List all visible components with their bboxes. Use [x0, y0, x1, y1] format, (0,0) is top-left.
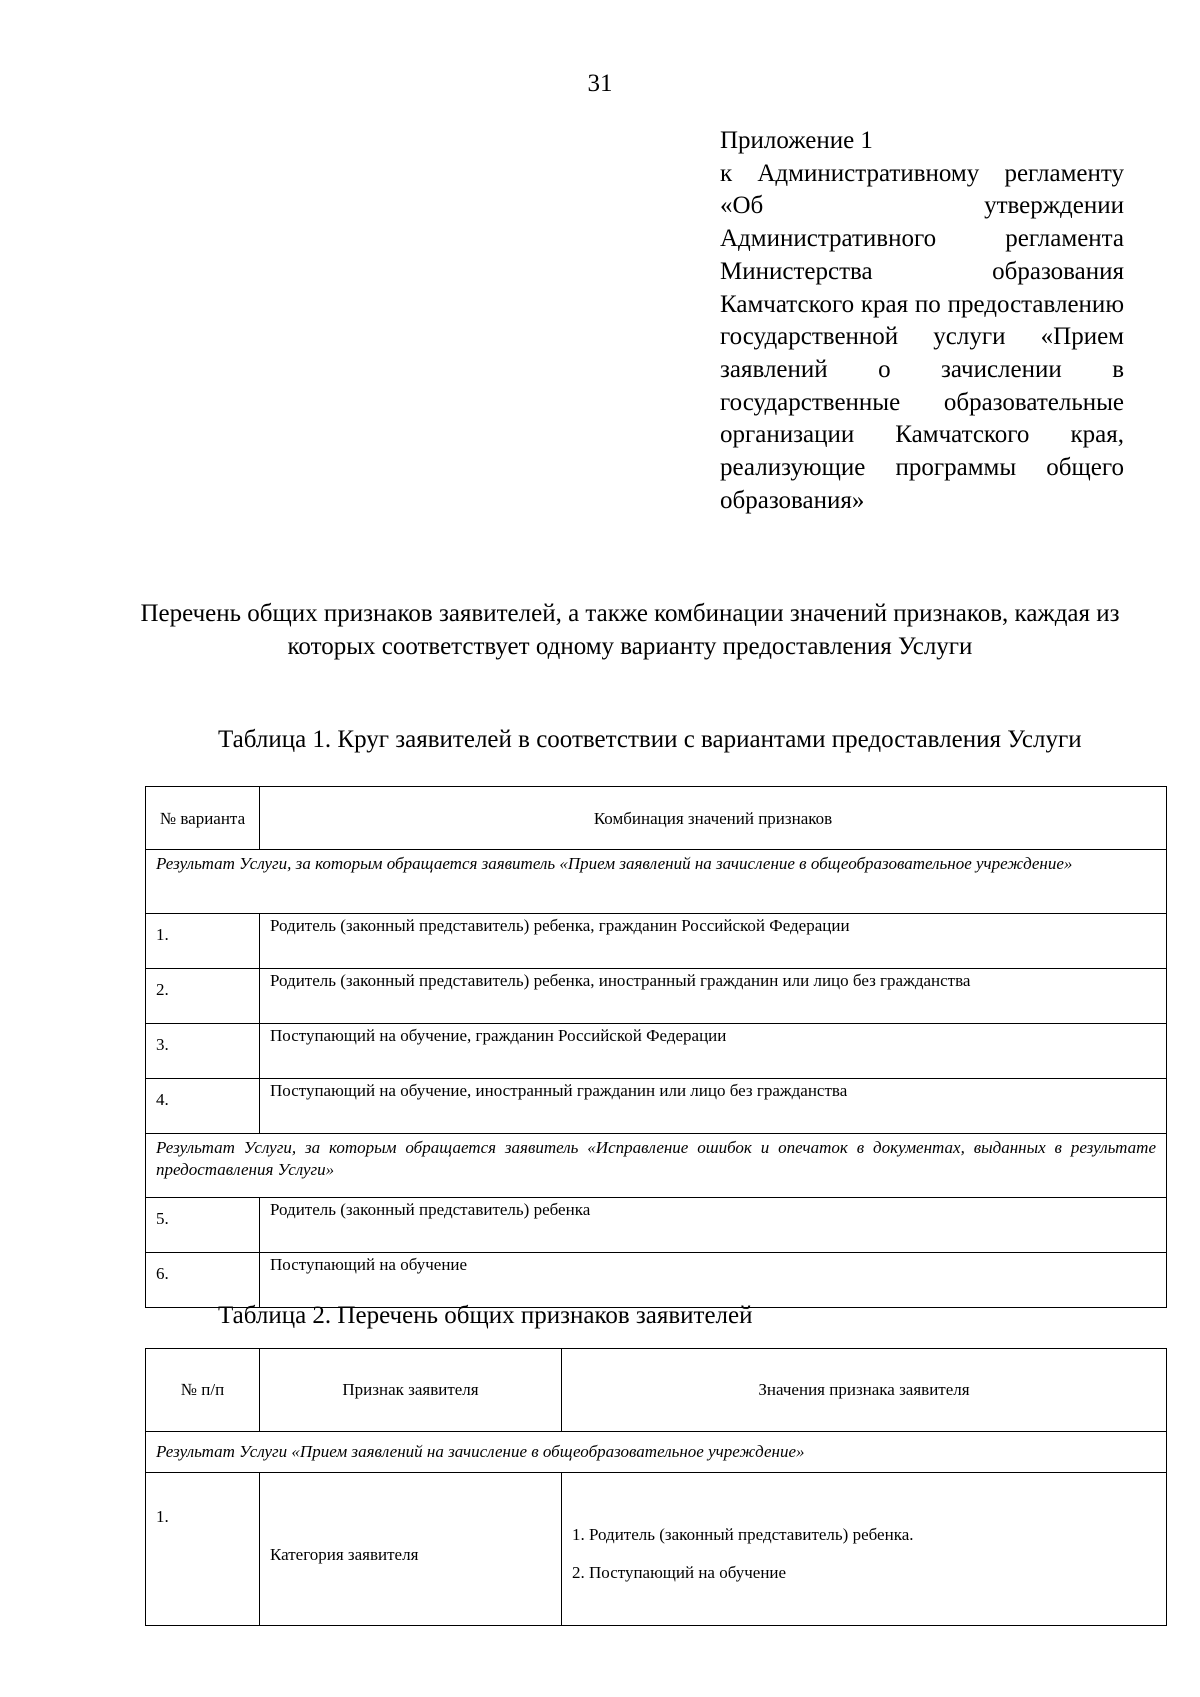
- table-row: [146, 1079, 1167, 1134]
- applicant-signs-table: [145, 1348, 1167, 1626]
- table-row: [146, 969, 1167, 1024]
- table-header-row: [146, 1349, 1167, 1432]
- table2-caption: Таблица 2. Перечень общих признаков заявителей: [218, 1302, 753, 1329]
- variant-value: Родитель (законный представитель) ребенка, иностранный гражданин или лицо без гражданства: [260, 969, 1167, 1024]
- sign-value: 2. Поступающий на обучение: [572, 1563, 787, 1582]
- header-item-number: № п/п: [146, 1349, 260, 1432]
- variant-number: 6.: [146, 1253, 260, 1308]
- variant-value: Поступающий на обучение, гражданин Российской Федерации: [260, 1024, 1167, 1079]
- page-number: 31: [587, 70, 613, 97]
- table-section-row: [146, 1432, 1167, 1473]
- applicant-variants-table: [145, 786, 1167, 1308]
- table-row: [146, 1024, 1167, 1079]
- appendix-label: Приложение 1: [720, 127, 873, 154]
- table-section-row: [146, 850, 1167, 914]
- section-title: Результат Услуги, за которым обращается заявитель «Прием заявлений на зачисление в общеобразовательное учреждение»: [146, 850, 1167, 914]
- variant-number: 2.: [146, 969, 260, 1024]
- header-sign: Признак заявителя: [260, 1349, 562, 1432]
- document-title: Перечень общих признаков заявителей, а также комбинации значений признаков, каждая из которых соответствует одному варианту предоставления Услуги: [140, 600, 1120, 660]
- item-number: 1.: [146, 1473, 260, 1626]
- header-combination: Комбинация значений признаков: [260, 787, 1167, 850]
- sign-value: 1. Родитель (законный представитель) ребенка.: [572, 1525, 914, 1544]
- header-variant-number: № варианта: [146, 787, 260, 850]
- section-title: Результат Услуги «Прием заявлений на зачисление в общеобразовательное учреждение»: [146, 1432, 1167, 1473]
- table-section-row: [146, 1134, 1167, 1198]
- header-sign-values: Значения признака заявителя: [562, 1349, 1167, 1432]
- table-row: [146, 1198, 1167, 1253]
- table-header-row: [146, 787, 1167, 850]
- appendix-block: [720, 125, 1124, 517]
- variant-value: Поступающий на обучение, иностранный гражданин или лицо без гражданства: [260, 1079, 1167, 1134]
- table-row: [146, 1473, 1167, 1626]
- table-row: [146, 914, 1167, 969]
- variant-number: 4.: [146, 1079, 260, 1134]
- variant-number: 1.: [146, 914, 260, 969]
- variant-value: Поступающий на обучение: [260, 1253, 1167, 1308]
- variant-value: Родитель (законный представитель) ребенка: [260, 1198, 1167, 1253]
- section-title: Результат Услуги, за которым обращается заявитель «Исправление ошибок и опечаток в документах, выданных в результате предоставления Услуги»: [146, 1134, 1167, 1198]
- table1-caption: Таблица 1. Круг заявителей в соответствии с вариантами предоставления Услуги: [218, 726, 1082, 753]
- variant-number: 5.: [146, 1198, 260, 1253]
- appendix-text: к Административному регламенту «Об утверждении Административного регламента Министерства образования Камчатского края по предоставлению государственной услуги «Прием заявлений о зачислении в государственные образовательные организации Камчатского края, реализующие программы общего образования»: [720, 159, 1124, 514]
- variant-number: 3.: [146, 1024, 260, 1079]
- applicant-sign: Категория заявителя: [260, 1473, 562, 1626]
- sign-values: [562, 1473, 1167, 1626]
- variant-value: Родитель (законный представитель) ребенка, гражданин Российской Федерации: [260, 914, 1167, 969]
